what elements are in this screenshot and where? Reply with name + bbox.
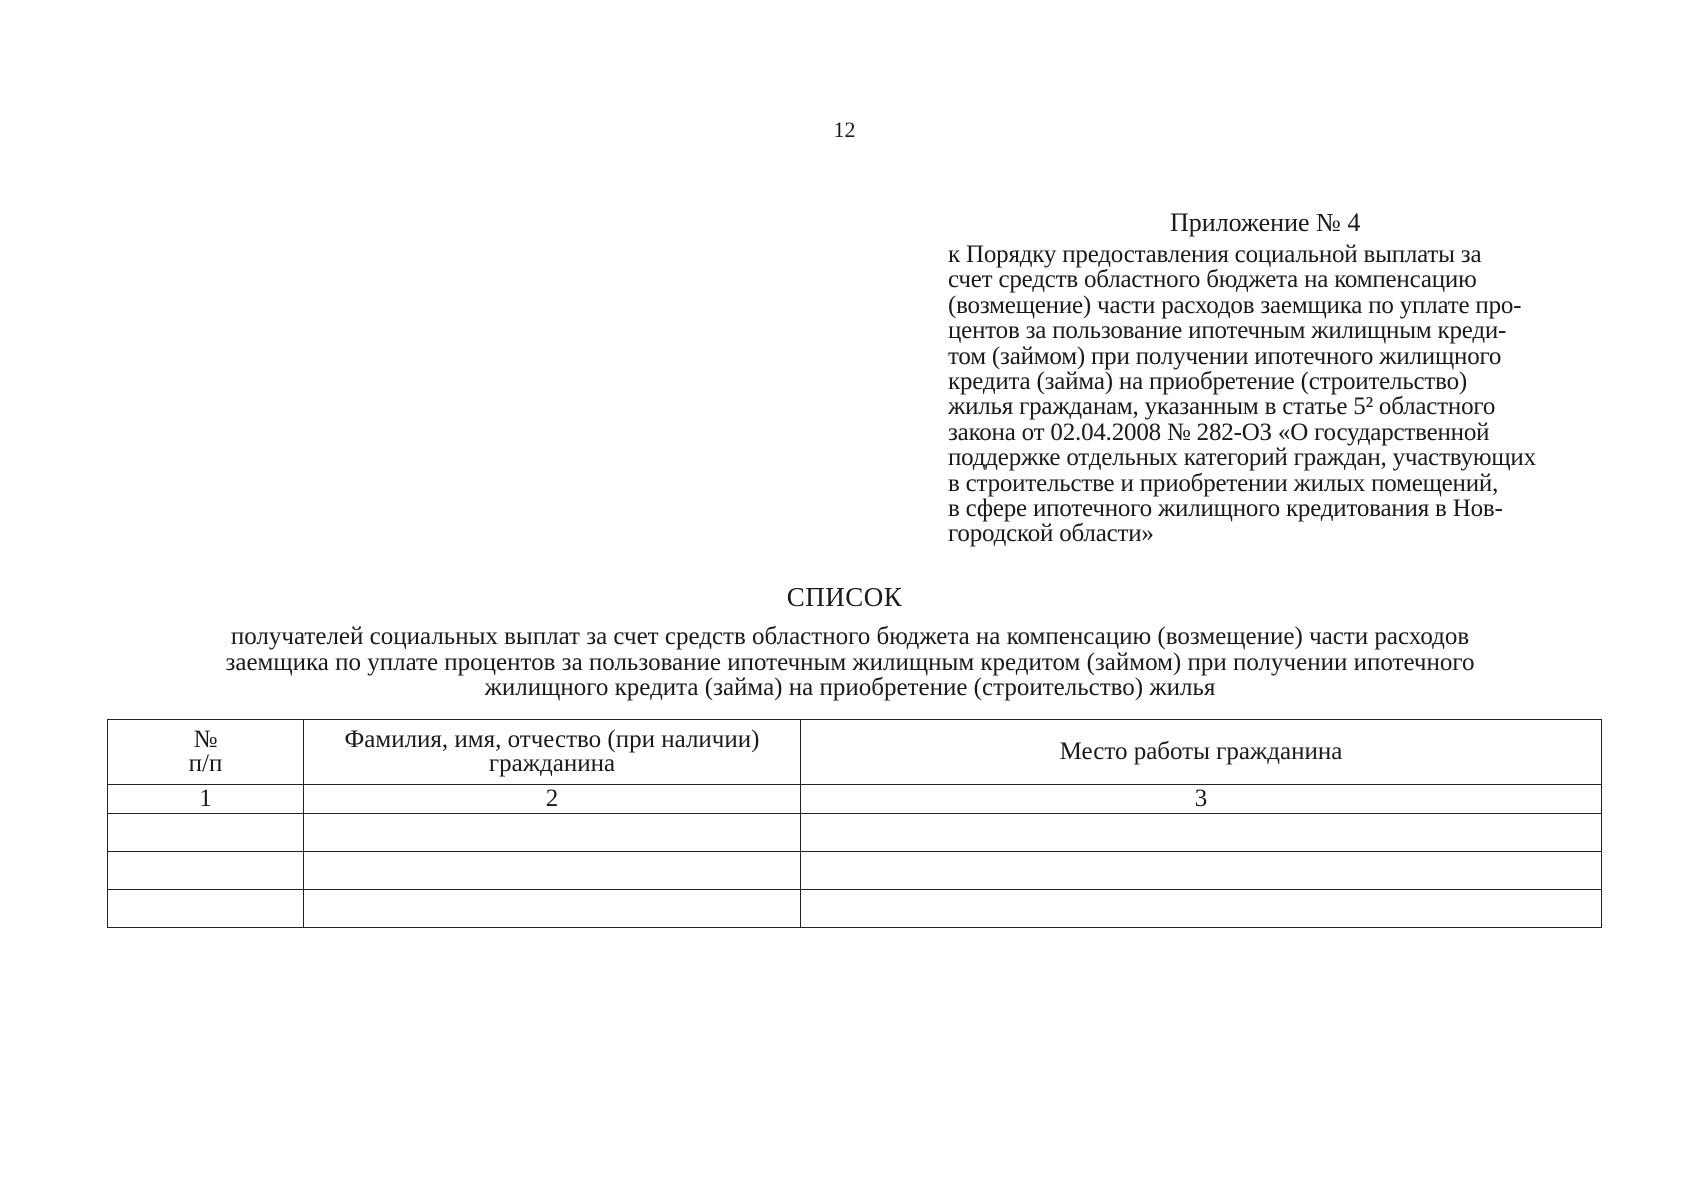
table-row <box>108 890 1602 928</box>
appendix-block <box>948 208 1598 547</box>
table-cell <box>801 852 1602 890</box>
appendix-line: кредита (займа) на приобретение (строительство) <box>948 368 1468 396</box>
header-full-name-line1: Фамилия, имя, отчество (при наличии) <box>344 726 760 753</box>
list-title: СПИСОК <box>786 582 903 612</box>
appendix-line: к Порядку предоставления социальной выплаты за <box>948 241 1482 268</box>
table-row <box>108 814 1602 852</box>
column-number: 1 <box>108 785 304 814</box>
page-number: 12 <box>833 117 856 142</box>
header-full-name-line2: гражданина <box>488 750 616 777</box>
appendix-text <box>948 242 1598 547</box>
table-header-row <box>108 720 1602 785</box>
appendix-line: (возмещение) части расходов заемщика по уплате про- <box>948 291 1522 319</box>
header-workplace: Место работы гражданина <box>801 720 1602 785</box>
table-cell <box>108 890 304 928</box>
list-subtitle-line: жилищного кредита (займа) на приобретение (строительство) жилья <box>484 674 1216 701</box>
table-row <box>108 852 1602 890</box>
recipients-table <box>107 719 1602 928</box>
appendix-line: закона от 02.04.2008 № 282-ОЗ «О государственной <box>948 418 1490 446</box>
list-subtitle-line: получателей социальных выплат за счет средств областного бюджета на компенсацию (возмещение) части расходов <box>230 623 1470 650</box>
table-cell <box>801 890 1602 928</box>
table-cell <box>304 852 801 890</box>
column-number: 2 <box>304 785 801 814</box>
appendix-line: центов за пользование ипотечным жилищным креди- <box>948 317 1507 345</box>
table-cell <box>304 814 801 852</box>
appendix-line: том (займом) при получении ипотечного жилищного <box>948 342 1502 370</box>
table-cell <box>304 890 801 928</box>
list-subtitle <box>100 624 1600 701</box>
appendix-line: в сфере ипотечного жилищного кредитования в Нов- <box>948 495 1503 523</box>
appendix-line: в строительстве и приобретении жилых помещений, <box>948 469 1499 497</box>
appendix-line: городской области» <box>948 520 1154 548</box>
header-number-line1: № <box>193 726 218 753</box>
header-full-name <box>304 720 801 785</box>
list-subtitle-line: заемщика по уплате процентов за пользование ипотечным жилищным кредитом (займом) при получении ипотечного <box>225 648 1475 676</box>
column-number-row <box>108 785 1602 814</box>
appendix-line: поддержке отдельных категорий граждан, участвующих <box>948 444 1536 472</box>
table-cell <box>108 852 304 890</box>
column-number: 3 <box>801 785 1602 814</box>
appendix-line: счет средств областного бюджета на компенсацию <box>948 266 1477 294</box>
table-cell <box>108 814 304 852</box>
table-cell <box>801 814 1602 852</box>
header-number <box>108 720 304 785</box>
appendix-line: жилья гражданам, указанным в статье 5² областного <box>948 393 1496 421</box>
header-number-line2: п/п <box>188 750 223 777</box>
appendix-title: Приложение № 4 <box>1170 208 1361 237</box>
